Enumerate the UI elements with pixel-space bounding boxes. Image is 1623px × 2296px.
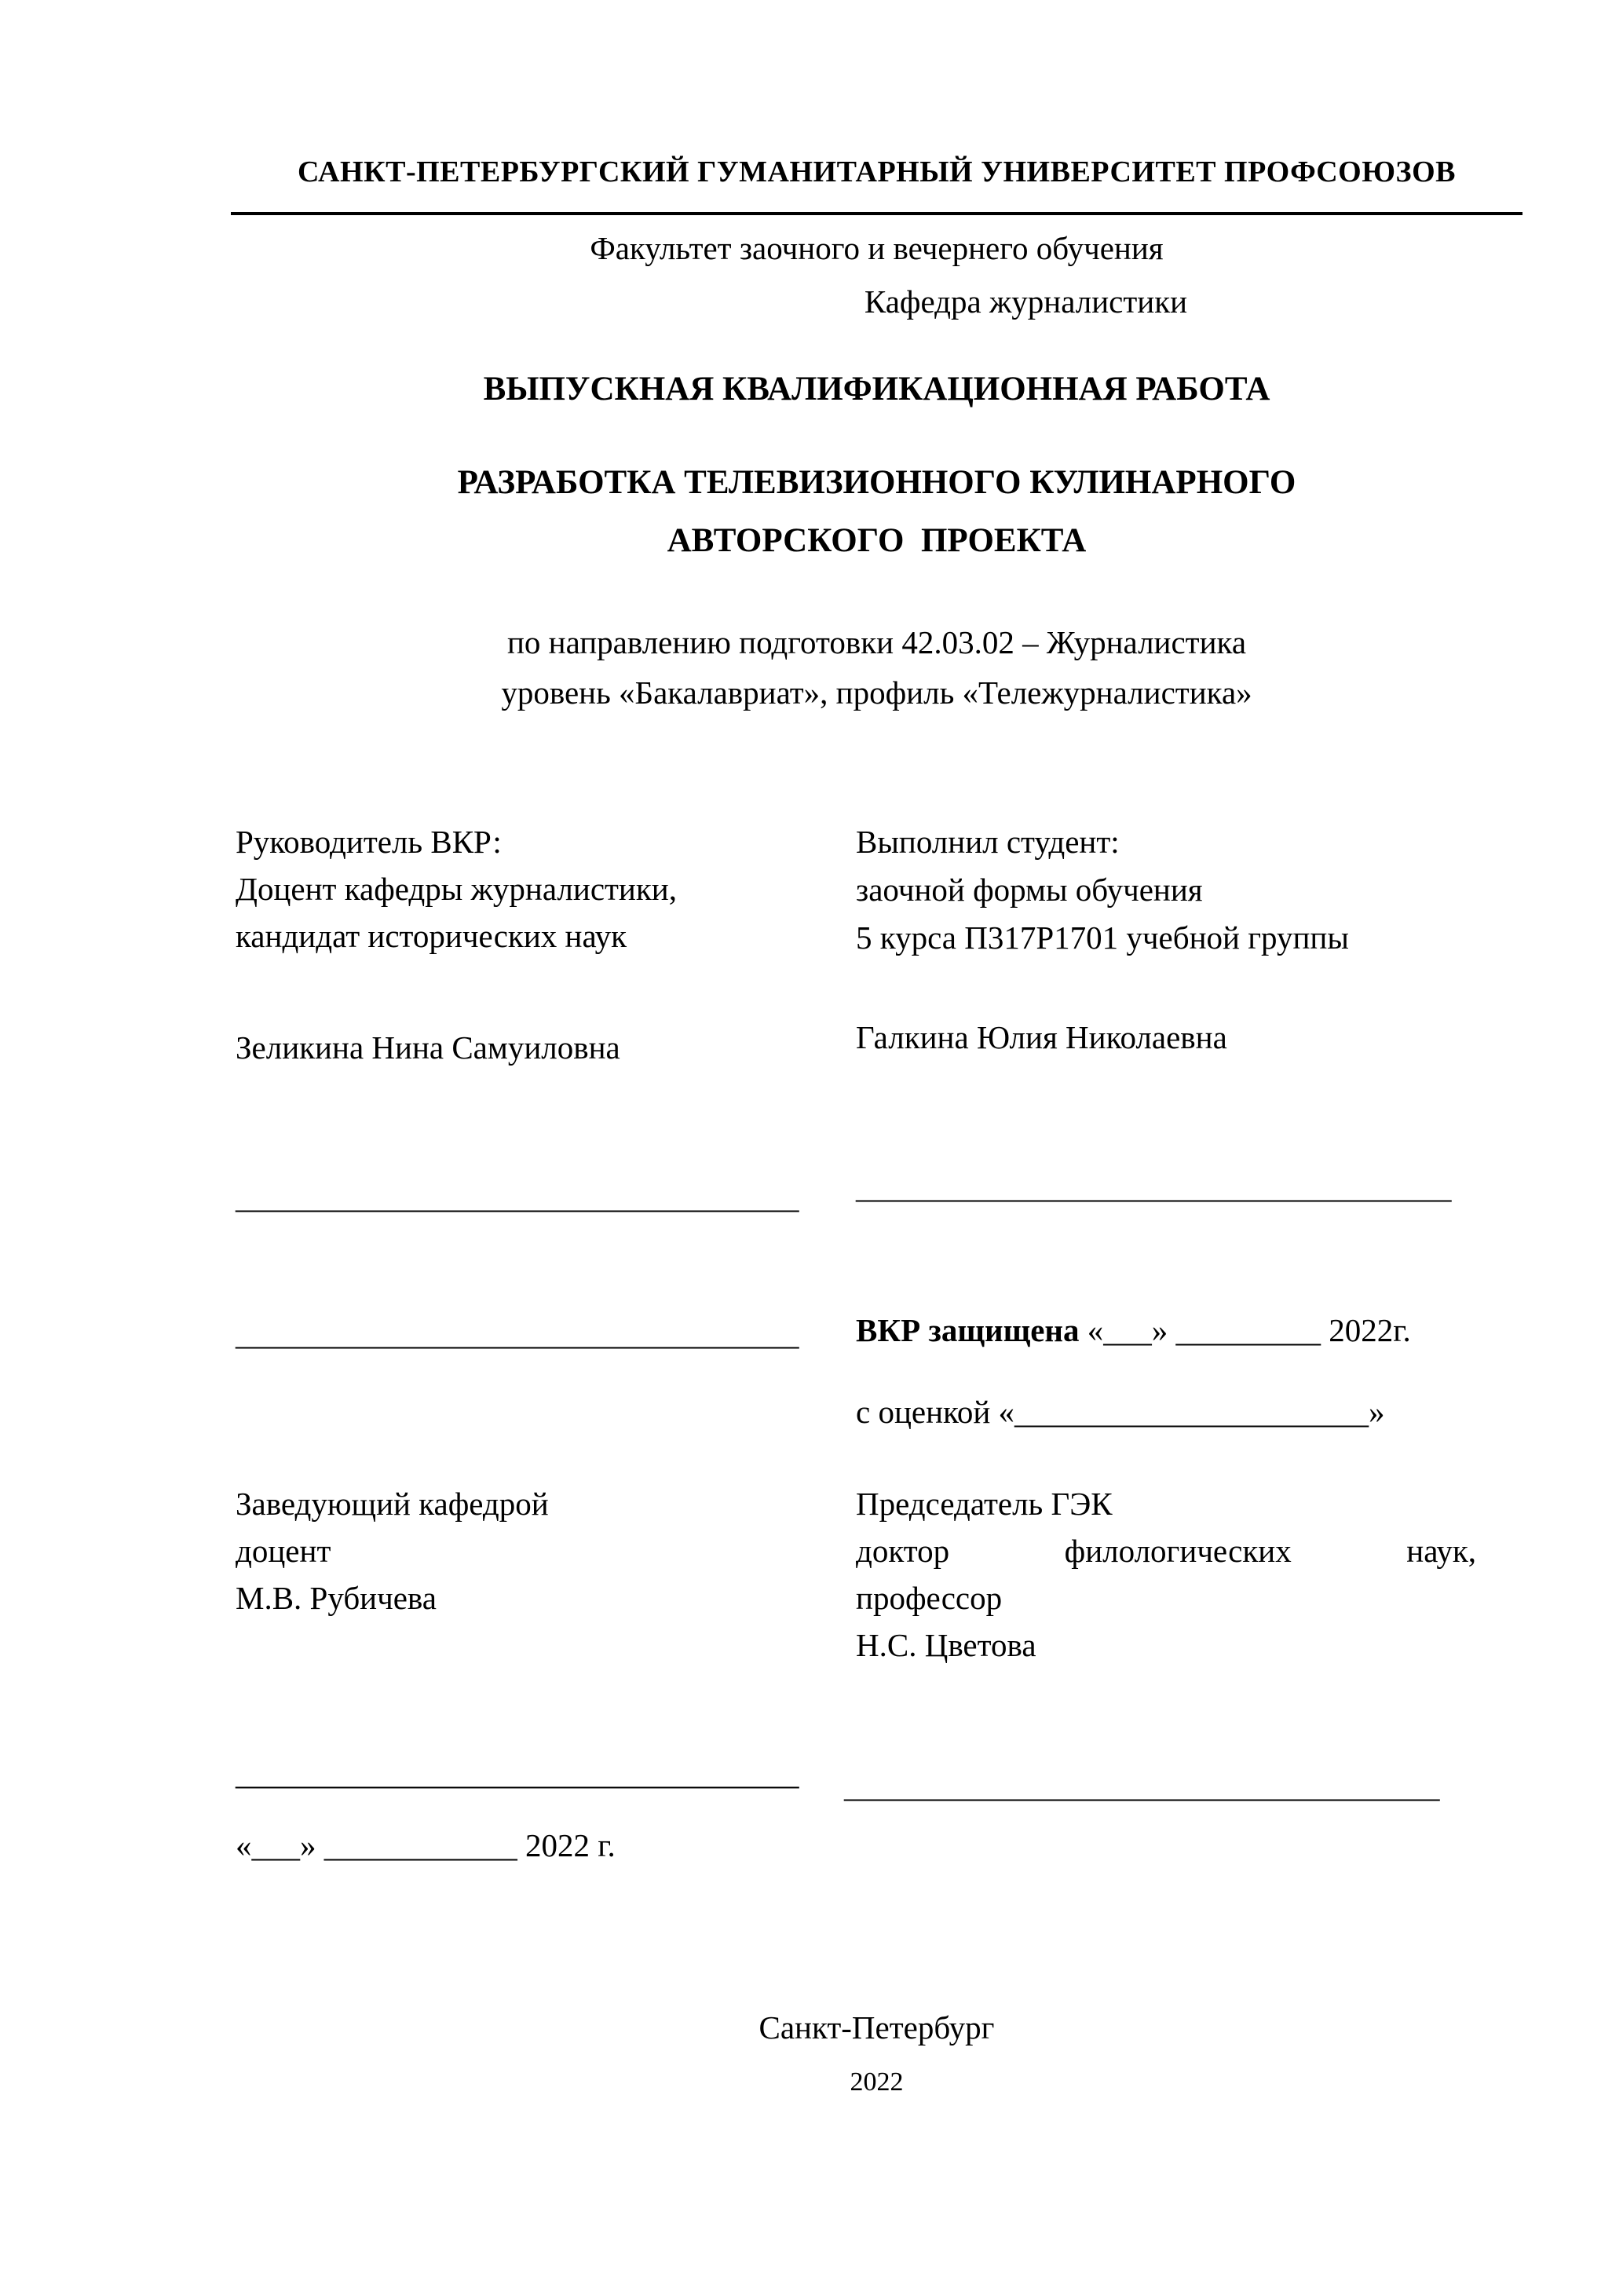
student-block (856, 818, 1492, 1062)
supervisor-label: Руководитель ВКР: (236, 824, 502, 860)
chair-degree-word3: наук, (1406, 1533, 1476, 1569)
student-detail-line2: 5 курса П317Р1701 учебной группы (856, 919, 1349, 956)
head-title-line: Заведующий кафедрой (236, 1486, 549, 1522)
student-label: Выполнил студент: (856, 824, 1120, 860)
thesis-title (231, 454, 1522, 570)
department-line: Кафедра журналистики (864, 283, 1188, 320)
thesis-title-line1: РАЗРАБОТКА ТЕЛЕВИЗИОННОГО КУЛИНАРНОГО (457, 464, 1296, 501)
student-detail-line1: заочной формы обучения (856, 872, 1203, 908)
chair-signature-line: _____________________________________ (844, 1768, 1440, 1804)
supervisor-signature-line: ___________________________________ (236, 1179, 799, 1215)
student-signature-line: _____________________________________ (856, 1168, 1452, 1205)
chair-name: Н.С. Цветова (856, 1627, 1036, 1663)
head-name: М.В. Рубичева (236, 1580, 437, 1616)
university-name: САНКТ-ПЕТЕРБУРГСКИЙ ГУМАНИТАРНЫЙ УНИВЕРСИТЕТ ПРОФСОЮЗОВ (231, 153, 1522, 215)
supervisor-signature-line2: ___________________________________ (236, 1315, 799, 1351)
supervisor-position-line1: Доцент кафедры журналистики, (236, 871, 677, 907)
chair-degree-line (856, 1527, 1476, 1574)
chair-rank-line: профессор (856, 1580, 1003, 1616)
supervisor-name: Зеликина Нина Самуиловна (236, 1029, 620, 1066)
level-line: уровень «Бакалавриат», профиль «Тележурналистика» (501, 675, 1252, 711)
defense-date-blank: «___» _________ 2022г. (1079, 1312, 1411, 1348)
faculty-line: Факультет заочного и вечернего обучения (590, 230, 1164, 266)
grade-line: с оценкой «______________________» (856, 1394, 1385, 1430)
city-line: Санкт-Петербург (758, 2009, 995, 2046)
work-type-title: ВЫПУСКНАЯ КВАЛИФИКАЦИОННАЯ РАБОТА (483, 371, 1270, 408)
year-line: 2022 (850, 2067, 904, 2097)
defense-label: ВКР защищена (856, 1312, 1080, 1348)
committee-chair-block (856, 1480, 1492, 1669)
head-rank-line: доцент (236, 1533, 331, 1569)
head-date-line: «___» ____________ 2022 г. (236, 1827, 616, 1863)
thesis-title-line2: АВТОРСКОГО ПРОЕКТА (667, 522, 1087, 559)
chair-degree-word1: доктор (856, 1533, 950, 1569)
defense-line (856, 1310, 1531, 1351)
student-name: Галкина Юлия Николаевна (856, 1019, 1227, 1055)
head-of-department-block (236, 1480, 864, 1621)
chair-title-line: Председатель ГЭК (856, 1486, 1113, 1522)
program-info (231, 617, 1522, 718)
head-signature-line: ___________________________________ (236, 1755, 799, 1791)
supervisor-block (236, 818, 864, 1071)
supervisor-position-line2: кандидат исторических наук (236, 918, 627, 954)
chair-degree-word2: филологических (1064, 1533, 1292, 1569)
direction-line: по направлению подготовки 42.03.02 – Журналистика (506, 624, 1247, 660)
